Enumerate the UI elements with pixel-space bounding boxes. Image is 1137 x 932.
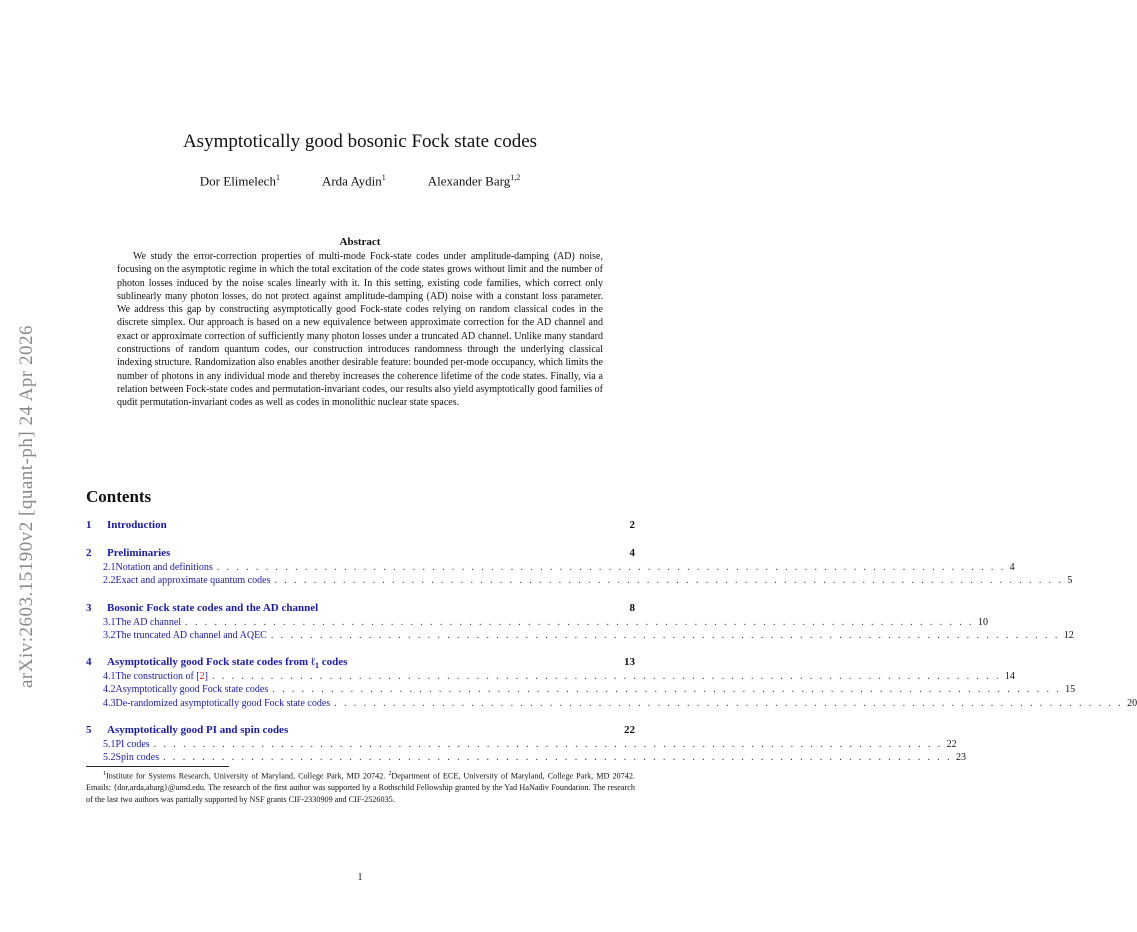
subsection-title: PI codes (115, 739, 150, 751)
subsection-page: 22 (946, 739, 957, 751)
section-page: 22 (624, 724, 635, 737)
subsection-page: 12 (1063, 629, 1074, 641)
footnote-rule (86, 766, 229, 767)
abstract-text: We study the error-correction properties of multi-mode Fock-state codes under amplitude-damping (AD) noise, focusing on the asymptotic regime in which the total excitation of the code states grows without limit and the number of photon losses induced by the noise scales linearly with it. In this setting, existing code families, which correct only sublinearly many photon losses, do not protect against amplitude-damping (AD) noise with a constant loss parameter. We address this gap by constructing asymptotically good Fock-state codes relying on random classical codes in the discrete simplex. Our approach is based on a new equivalence between approximate correction for the AD channel and exact or approximate correction of sufficiently many photon losses under a truncated AD channel. Unlike many standard constructions of random quantum codes, our construction introduces randomness through the underlying classical indexing structure. Randomization also enables another desirable feature: bounded per-mode occupancy, which limits the number of photons in any individual mode and thereby increases the coherence lifetime of the code states. Finally, via a relation between Fock-state codes and permutation-invariant codes, our results also yield asymptotically good families of qudit permutation-invariant codes as well as codes in monolithic nuclear state spaces. (117, 251, 603, 409)
subsection-page: 14 (1004, 671, 1015, 683)
toc-subsection-link[interactable] (86, 574, 1073, 587)
author-affiliation-mark: 1 (381, 173, 386, 182)
author (200, 173, 280, 189)
section-number: 5 (86, 724, 92, 737)
author-list (0, 173, 720, 189)
subsection-page: 10 (977, 616, 988, 628)
toc-subsection-link[interactable] (86, 738, 957, 751)
footnote-mark: 2 (388, 771, 392, 777)
subsection-page: 5 (1067, 575, 1073, 587)
subsection-number: 5.2 (103, 752, 116, 764)
toc-subsection-link[interactable] (86, 616, 988, 629)
section-page: 2 (629, 519, 635, 531)
subsection-number: 2.2 (103, 575, 116, 587)
subsection-title: Spin codes (115, 752, 160, 764)
section-number: 2 (86, 547, 92, 559)
subsection-number: 4.3 (103, 697, 116, 709)
page-number: 1 (357, 872, 363, 883)
toc-subsection-link[interactable] (86, 697, 1137, 710)
author-name: Dor Elimelech (199, 173, 276, 189)
subsection-page: 20 (1127, 697, 1137, 709)
subsection-page: 23 (956, 752, 967, 764)
toc-subsection-link[interactable] (86, 751, 967, 764)
toc-section-link[interactable] (86, 654, 635, 670)
section-title: Introduction (107, 519, 167, 531)
subsection-title (116, 670, 208, 683)
toc-section-link[interactable] (86, 722, 635, 738)
footnote-mark: 1 (103, 771, 106, 777)
subsection-title: Asymptotically good Fock state codes (115, 684, 269, 696)
author-affiliation-mark: 1 (275, 173, 280, 182)
subsection-title: The AD channel (115, 616, 182, 628)
table-of-contents (86, 517, 1137, 777)
section-title (107, 654, 624, 670)
toc-section-link[interactable] (86, 545, 635, 561)
section-page: 8 (629, 601, 635, 614)
author (322, 173, 386, 189)
footnote (86, 769, 635, 805)
citation-link[interactable]: 2 (199, 671, 205, 683)
section-number: 4 (86, 656, 92, 669)
subsection-number: 4.1 (103, 671, 116, 683)
author-affiliation-mark: 1,2 (510, 173, 521, 182)
arxiv-identifier: arXiv:2603.15190v2 [quant-ph] 24 Apr 2026 (16, 325, 37, 688)
toc-subsection-link[interactable] (86, 670, 1015, 683)
abstract-heading: Abstract (339, 236, 381, 248)
dot-leader: . . . . . . . . . . . . . . . . . . . . . . . . . . . . . . . . . . . . . . . . . . . . . . . . . . . . . . . . . . . . . . . . . . . . . . . . . . . . . . . . . (185, 616, 974, 628)
toc-subsection-link[interactable] (86, 683, 1076, 696)
section-number: 3 (86, 601, 92, 614)
contents-heading: Contents (86, 487, 152, 506)
paper-title: Asymptotically good bosonic Fock state codes (182, 131, 538, 152)
dot-leader: . . . . . . . . . . . . . . . . . . . . . . . . . . . . . . . . . . . . . . . . . . . . . . . . . . . . . . . . . . . . . . . . . . . . . . . . . . . . . . . . . (272, 684, 1062, 696)
subsection-number: 4.2 (103, 684, 116, 696)
subsection-title: Notation and definitions (115, 562, 213, 573)
dot-leader: . . . . . . . . . . . . . . . . . . . . . . . . . . . . . . . . . . . . . . . . . . . . . . . . . . . . . . . . . . . . . . . . . . . . . . . . . . . . . . . . . (153, 739, 943, 751)
section-title-end: codes (319, 656, 348, 669)
section-title: Asymptotically good PI and spin codes (107, 724, 289, 737)
subsection-number: 2.1 (103, 562, 116, 573)
dot-leader: . . . . . . . . . . . . . . . . . . . . . . . . . . . . . . . . . . . . . . . . . . . . . . . . . . . . . . . . . . . . . . . . . . . . . . . . . . . . . . . . . (274, 575, 1064, 587)
section-title-text: Asymptotically good Fock state codes from ℓ (107, 656, 316, 669)
subsection-page: 4 (1009, 562, 1015, 573)
section-page: 4 (629, 547, 635, 559)
dot-leader: . . . . . . . . . . . . . . . . . . . . . . . . . . . . . . . . . . . . . . . . . . . . . . . . . . . . . . . . . . . . . . . . . . . . . . . . . . . . . . . . . (270, 629, 1060, 641)
section-title-subscript: 1 (315, 661, 320, 671)
dot-leader: . . . . . . . . . . . . . . . . . . . . . . . . . . . . . . . . . . . . . . . . . . . . . . . . . . . . . . . . . . . . . . . . . . . . . . . . . . . . . . . . . (216, 562, 1006, 573)
footnote-affiliation-2: Department of ECE, University of Maryland, College Park, MD 20742. Emails: {dor,arda,abarg}@umd.edu. The research of the first author was supported by a Rothschild Fellowship granted by the Yad HaNadiv Foundation. The research of the last two authors was partially supported by NSF grants CIF-2330909 and CIF-2526035. (86, 771, 635, 804)
toc-section-link[interactable] (86, 517, 635, 533)
subsection-number: 3.1 (103, 616, 116, 628)
section-page: 13 (624, 656, 635, 669)
toc-section (86, 545, 1073, 588)
toc-section (86, 722, 967, 765)
dot-leader: . . . . . . . . . . . . . . . . . . . . . . . . . . . . . . . . . . . . . . . . . . . . . . . . . . . . . . . . . . . . . . . . . . . . . . . . . . . . . . . . . (163, 752, 953, 764)
subsection-title: De-randomized asymptotically good Fock state codes (115, 697, 331, 709)
author (428, 173, 520, 189)
dot-leader: . . . . . . . . . . . . . . . . . . . . . . . . . . . . . . . . . . . . . . . . . . . . . . . . . . . . . . . . . . . . . . . . . . . . . . . . . . . . . . . . . (211, 671, 1001, 683)
toc-section (86, 600, 1074, 643)
author-name: Alexander Barg (427, 173, 511, 189)
toc-section-link[interactable] (86, 600, 635, 616)
section-title: Bosonic Fock state codes and the AD channel (107, 601, 319, 614)
subsection-page: 15 (1065, 684, 1076, 696)
footnote-affiliation-1: Institute for Systems Research, University of Maryland, College Park, MD 20742. (106, 771, 389, 781)
subsection-title-end: ] (204, 671, 208, 683)
section-title: Preliminaries (107, 547, 171, 559)
author-name: Arda Aydin (321, 173, 382, 189)
toc-subsection-link[interactable] (86, 629, 1074, 642)
toc-section (86, 654, 1137, 710)
subsection-number: 3.2 (103, 629, 116, 641)
section-number: 1 (86, 519, 92, 531)
subsection-title-text: The construction of [ (115, 671, 200, 683)
subsection-title: Exact and approximate quantum codes (115, 575, 271, 587)
subsection-number: 5.1 (103, 739, 116, 751)
subsection-title: The truncated AD channel and AQEC (115, 629, 267, 641)
toc-section (86, 517, 635, 533)
dot-leader: . . . . . . . . . . . . . . . . . . . . . . . . . . . . . . . . . . . . . . . . . . . . . . . . . . . . . . . . . . . . . . . . . . . . . . . . . . . . . . . . . (334, 697, 1124, 709)
toc-subsection-link[interactable] (86, 561, 1015, 574)
